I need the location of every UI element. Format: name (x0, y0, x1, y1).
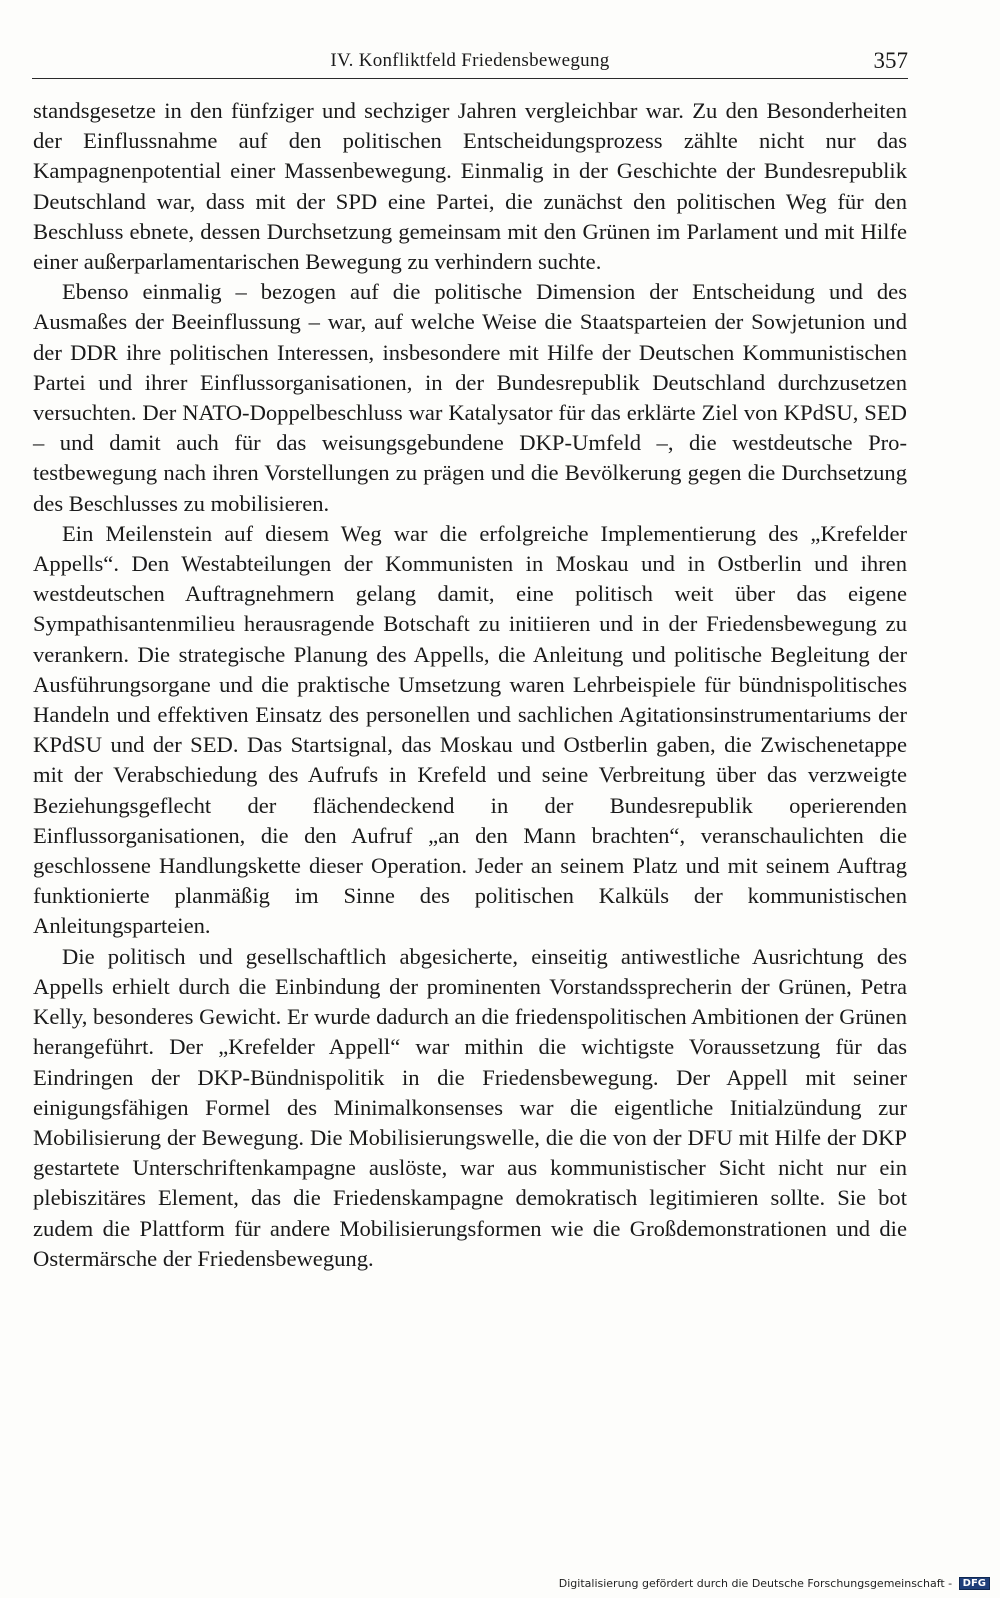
page-number: 357 (873, 48, 908, 73)
dfg-logo-icon: DFG (959, 1577, 990, 1590)
running-header-title: IV. Konfliktfeld Friedensbewegung (330, 50, 610, 71)
paragraph-2: Ebenso einmalig – bezogen auf die politische Dimension der Entscheidung und des Ausmaßes der Beeinflussung – war, auf welche Weise die Staatsparteien der Sowjetunion und der DDR ihre politischen Interessen, insbesondere mit Hilfe der Deutschen Kommunistischen Partei und ihrer Einflussorganisationen, in der Bundesrepublik Deutschland durchzusetzen versuchten. Der NATO-Doppelbeschluss war Katalysator für das erklärte Ziel von KPdSU, SED – und damit auch für das weisungsgebundene DKP-Umfeld –, die westdeutsche Protestbewegung nach ihren Vorstellungen zu prägen und die Bevölkerung gegen die Durchsetzung des Beschlusses zu mobilisieren. (33, 279, 907, 516)
digitization-credit-text: Digitalisierung gefördert durch die Deutsche Forschungsgemeinschaft - (558, 1576, 953, 1590)
running-header (32, 48, 908, 79)
paragraph-1: standsgesetze in den fünfziger und sechziger Jahren vergleichbar war. Zu den Besonderheiten der Einflussnahme auf den politischen Entscheidungsprozess zählte nicht nur das Kampagnenpotential einer Massenbewegung. Einmalig in der Geschichte der Bundesrepublik Deutschland war, dass mit der SPD eine Partei, die zunächst den politischen Weg für den Beschluss ebnete, dessen Durchsetzung gemeinsam mit den Grünen im Parlament und mit Hilfe einer außerparlamentarischen Bewegung zu verhindern suchte. (33, 98, 907, 275)
paragraph-3: Ein Meilenstein auf diesem Weg war die erfolgreiche Implementierung des „Krefelder Appells“. Den Westabteilungen der Kommunisten in Moskau und in Ostberlin und ihren westdeutschen Auftragnehmern gelang damit, eine politisch weit über das eigene Sympathisantenmilieu herausragende Botschaft zu initiieren und in der Friedensbewegung zu verankern. Die strategische Planung des Appells, die Anleitung und politische Begleitung der Ausführungsorgane und die praktische Umsetzung waren Lehrbeispiele für bündnispolitisches Handeln und effektiven Einsatz des personellen und sachlichen Agitationsinstrumentariums der KPdSU und der SED. Das Startsignal, das Moskau und Ostberlin gaben, die Zwischenetappe mit der Verabschiedung des Aufrufs in Krefeld und seine Verbreitung über das verzweigte Beziehungsgeflecht der flächendeckend in der Bundesrepublik operierenden Einflussorganisationen, die den Aufruf „an den Mann brachten“, veranschaulichten die geschlossene Handlungskette dieser Operation. Jeder an seinem Platz und mit seinem Auftrag funktionierte planmäßig im Sinne des politischen Kalküls der kommunistischen Anleitungsparteien. (33, 520, 907, 939)
paragraph-4: Die politisch und gesellschaftlich abgesicherte, einseitig antiwestliche Ausrichtung des Appells erhielt durch die Einbindung der prominenten Vorstandssprecherin der Grünen, Petra Kelly, besonderes Gewicht. Er wurde dadurch an die friedenspolitischen Ambitionen der Grünen herangeführt. Der „Krefelder Appell“ war mithin die wichtigste Voraussetzung für das Eindringen der DKP-Bündnispolitik in die Friedensbewegung. Der Appell mit seiner einigungsfähigen Formel des Minimalkonsenses war die eigentliche Initialzündung zur Mobilisierung der Bewegung. Die Mobilisierungswelle, die die von der DFU mit Hilfe der DKP gestartete Unterschriftenkampagne auslöste, war aus kommunistischer Sicht nicht nur ein plebiszitäres Element, das die Friedenskampagne demokratisch legitimieren sollte. Sie bot zudem die Plattform für andere Mobilisierungsformen wie die Großdemonstrationen und die Ostermärsche der Friedensbewegung. (33, 943, 907, 1271)
digitization-credit (559, 1577, 990, 1591)
body-text (33, 96, 907, 1274)
